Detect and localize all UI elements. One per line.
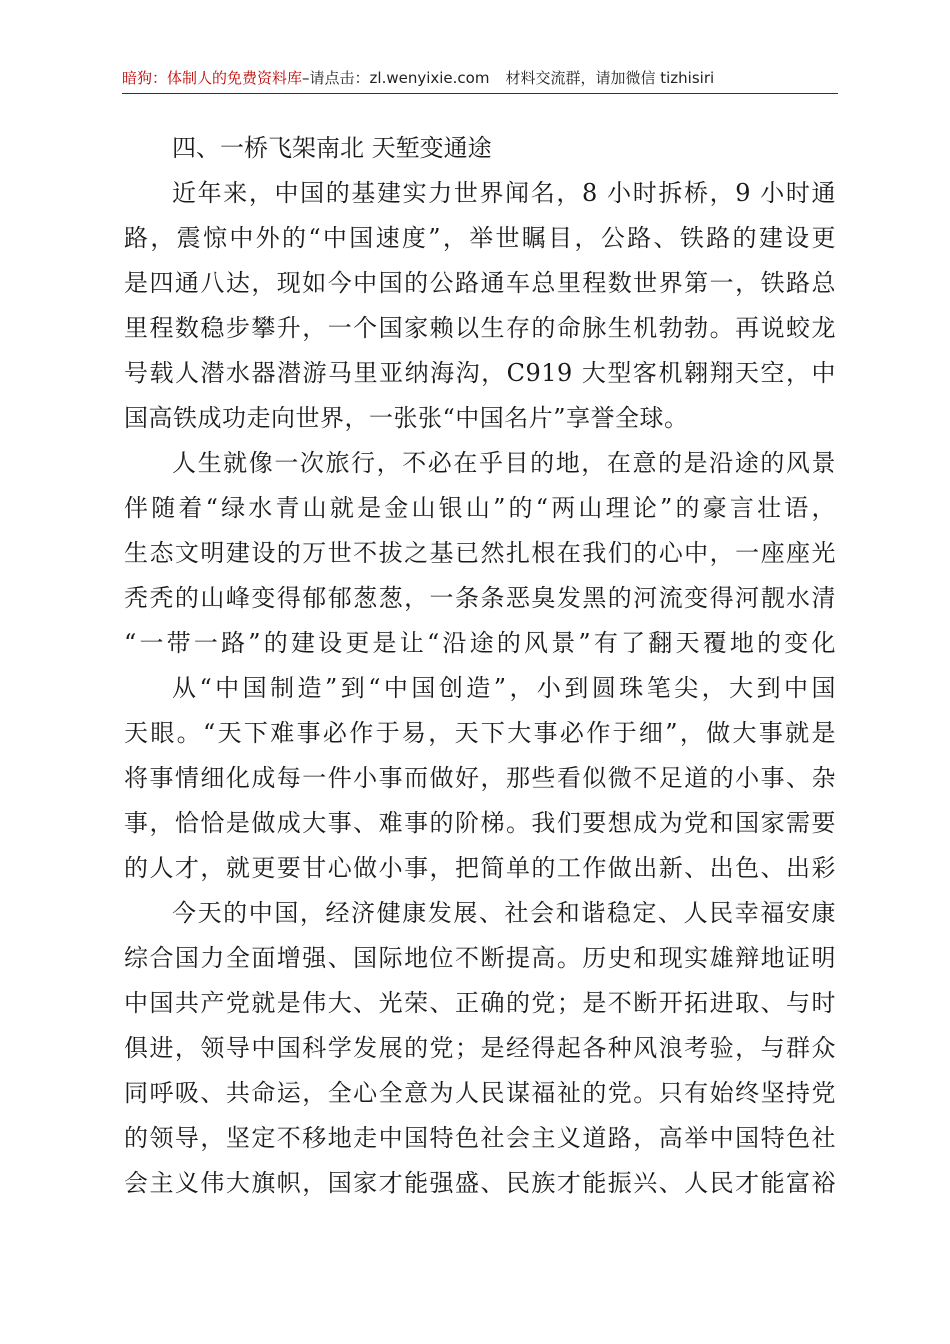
header-group-note: 材料交流群，请加微信 tizhisiri (505, 69, 715, 87)
paragraph-line: 是四通八达，现如今中国的公路通车总里程数世界第一，铁路总 (124, 269, 836, 297)
paragraph-line: 俱进，领导中国科学发展的党；是经得起各种风浪考验，与群众 (124, 1034, 836, 1062)
paragraph-line: 生态文明建设的万世不拔之基已然扎根在我们的心中，一座座光 (124, 539, 836, 567)
paragraph-line: 综合国力全面增强、国际地位不断提高。历史和现实雄辩地证明 (124, 944, 836, 972)
paragraph-line: 里程数稳步攀升，一个国家赖以生存的命脉生机勃勃。再说蛟龙 (124, 314, 836, 342)
paragraph-line: 伴随着“绿水青山就是金山银山”的“两山理论”的豪言壮语， (124, 494, 836, 522)
paragraph-line: 的领导，坚定不移地走中国特色社会主义道路，高举中国特色社 (124, 1124, 836, 1152)
paragraph-line: 同呼吸、共命运，全心全意为人民谋福祉的党。只有始终坚持党 (124, 1079, 836, 1107)
section-title: 四、一桥飞架南北 天堑变通途 (172, 134, 492, 162)
header-divider (122, 93, 838, 94)
paragraph-line: 近年来，中国的基建实力世界闻名，8 小时拆桥，9 小时通 (172, 179, 836, 207)
header-site-link[interactable]: zl.wenyixie.com (369, 69, 490, 87)
paragraph-line: 中国共产党就是伟大、光荣、正确的党；是不断开拓进取、与时 (124, 989, 836, 1017)
header-brand: 暗狗：体制人的免费资料库 (122, 69, 303, 87)
paragraph-line: 的人才，就更要甘心做小事，把简单的工作做出新、出色、出彩 (124, 854, 836, 882)
paragraph-line: 会主义伟大旗帜，国家才能强盛、民族才能振兴、人民才能富裕 (124, 1169, 836, 1197)
paragraph-line: 路，震惊中外的“中国速度”，举世瞩目，公路、铁路的建设更 (124, 224, 836, 252)
paragraph-line: 人生就像一次旅行，不必在乎目的地，在意的是沿途的风景 (172, 449, 836, 477)
paragraph-line: 从“中国制造”到“中国创造”，小到圆珠笔尖，大到中国 (172, 674, 836, 702)
paragraph-line: “一带一路”的建设更是让“沿途的风景”有了翻天覆地的变化 (124, 629, 836, 657)
paragraph-line: 将事情细化成每一件小事而做好，那些看似微不足道的小事、杂 (124, 764, 836, 792)
paragraph-line: 今天的中国，经济健康发展、社会和谐稳定、人民幸福安康 (172, 899, 836, 927)
paragraph-line: 号载人潜水器潜游马里亚纳海沟，C919 大型客机翱翔天空，中 (124, 359, 836, 387)
page-header (122, 64, 838, 92)
paragraph-line: 事，恰恰是做成大事、难事的阶梯。我们要想成为党和国家需要 (124, 809, 836, 837)
paragraph-line: 国高铁成功走向世界，一张张“中国名片”享誉全球。 (124, 404, 689, 432)
paragraph-line: 天眼。“天下难事必作于易，天下大事必作于细”，做大事就是 (124, 719, 836, 747)
header-click-prefix: –请点击： (302, 69, 370, 87)
paragraph-line: 秃秃的山峰变得郁郁葱葱，一条条恶臭发黑的河流变得河靓水清 (124, 584, 836, 612)
